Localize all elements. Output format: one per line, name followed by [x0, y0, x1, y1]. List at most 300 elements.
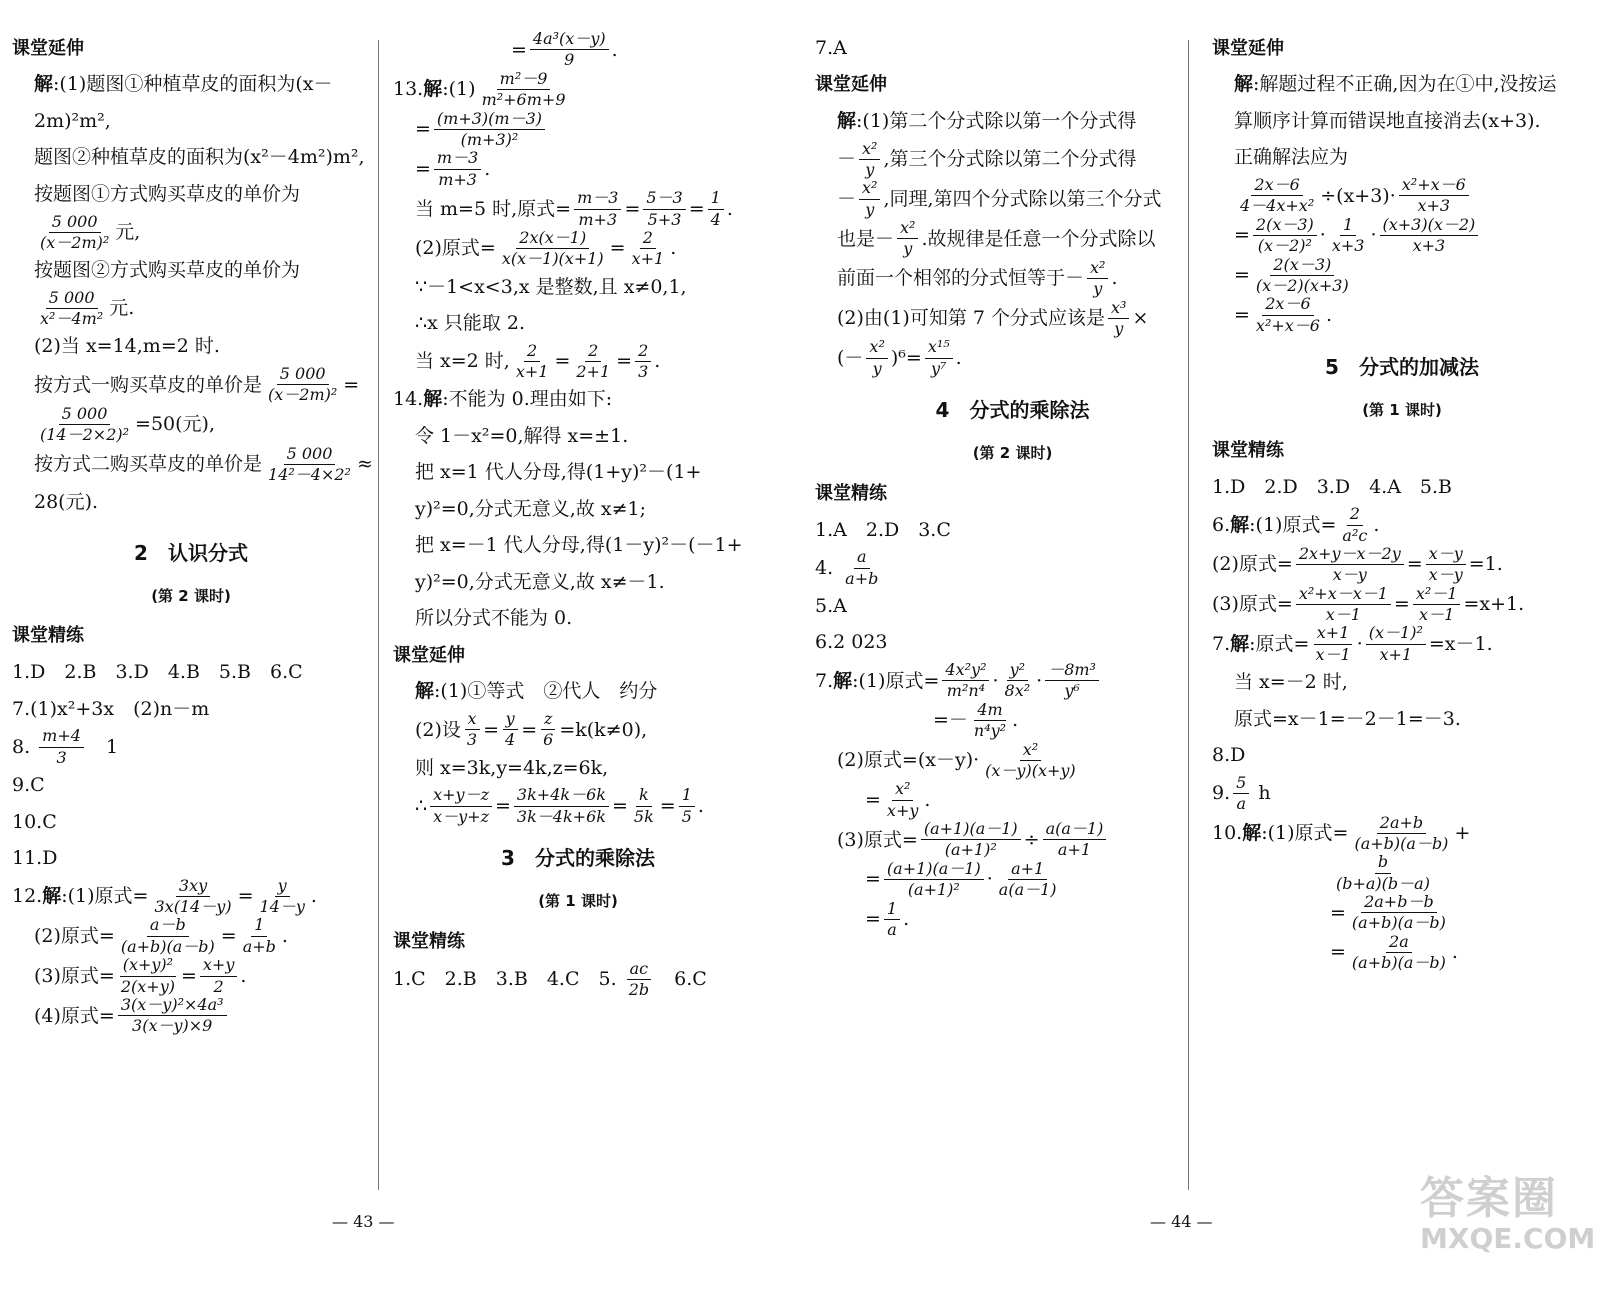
- fraction: [971, 701, 1009, 741]
- text-run: :(1)①等式 ②代人 约分: [434, 680, 658, 703]
- numerator: (x+3)(x－2): [1380, 216, 1479, 236]
- solution-label: 解: [1230, 633, 1250, 656]
- text-run: 13.: [393, 78, 424, 101]
- denominator: x²－4m²: [40, 309, 104, 329]
- text-run: ÷(x+3)·: [1320, 184, 1396, 207]
- solution-label: 解: [423, 78, 443, 101]
- text-line: [12, 252, 370, 289]
- text-line: [12, 443, 373, 485]
- text-run: 按题图①方式购买草皮的单价为: [34, 182, 301, 205]
- text-run: .: [726, 197, 733, 220]
- fraction: [479, 70, 569, 110]
- text-line: [815, 741, 1210, 781]
- fraction: [1366, 624, 1426, 664]
- text-run: (2)当 x=14,m=2 时.: [34, 335, 220, 358]
- numerator: (a+1)(a－1): [921, 820, 1021, 840]
- text-run: .: [281, 925, 288, 948]
- text-run: =: [624, 197, 641, 220]
- numerator: x²+x－x－1: [1296, 585, 1391, 605]
- text-run: 把 x=－1 代人分母,得(1－y)²－(－1+: [415, 534, 743, 557]
- text-line: [1212, 216, 1592, 256]
- fraction: [1253, 216, 1317, 256]
- numerator: 5 000: [277, 365, 329, 385]
- fraction: [1087, 259, 1108, 299]
- text-line: [1212, 585, 1592, 625]
- text-line: [12, 213, 370, 253]
- fraction: [996, 860, 1060, 900]
- numerator: 3k+4k－6k: [514, 786, 609, 806]
- text-run: =: [1234, 224, 1250, 247]
- text-run: =50(元),: [135, 413, 215, 436]
- text-run: +: [1454, 822, 1471, 845]
- numerator: －8m³: [1045, 661, 1099, 681]
- section-heading: [393, 637, 763, 674]
- text-line: [12, 840, 370, 877]
- text-line: [1212, 545, 1592, 585]
- text-run: .: [1373, 513, 1380, 536]
- text-line: [12, 996, 370, 1036]
- numerator: x²+x－6: [1399, 176, 1469, 196]
- denominator: x+3: [1417, 196, 1451, 216]
- text-line: [393, 673, 763, 710]
- denominator: x+1: [631, 249, 665, 269]
- numerator: x²: [1087, 259, 1108, 279]
- denominator: (a+b)(a－b): [1354, 833, 1449, 853]
- section-title: [12, 535, 370, 572]
- fraction: [200, 956, 237, 996]
- text-run: 令 1－x²=0,解得 x=±1.: [415, 424, 629, 447]
- text-run: =: [865, 908, 881, 931]
- numerator: x²: [897, 219, 918, 239]
- fraction: [574, 189, 621, 229]
- section-title: [1212, 349, 1592, 386]
- denominator: 8x²: [1004, 681, 1031, 701]
- fraction: [643, 189, 685, 229]
- text-run: 原式=x－1=－2－1=－3.: [1234, 707, 1461, 730]
- text-run: 1: [86, 735, 119, 758]
- fraction: [434, 149, 481, 189]
- text-line: [12, 956, 370, 996]
- text-run: ·: [986, 868, 993, 891]
- heading-text: 课堂延伸: [393, 644, 465, 666]
- heading-text: 课堂延伸: [815, 74, 887, 96]
- denominator: (a+1)²: [944, 840, 997, 860]
- numerator: 5 000: [46, 289, 98, 309]
- lesson-subtitle: [815, 436, 1210, 473]
- numerator: x+y: [200, 956, 237, 976]
- fraction: [1045, 661, 1099, 701]
- numerator: 2(x－3): [1270, 256, 1334, 276]
- text-run: .: [1012, 709, 1019, 732]
- fraction: [1253, 256, 1352, 296]
- denominator: m²+6m+9: [481, 90, 566, 110]
- text-run: =: [343, 373, 360, 396]
- denominator: 3(x－y)×9: [132, 1016, 213, 1036]
- heading-text: 课堂精练: [12, 625, 84, 647]
- denominator: x－y+z: [433, 806, 489, 826]
- fraction: [514, 786, 609, 826]
- numerator: (m+3)(m－3): [434, 110, 545, 130]
- denominator: x－y: [1428, 565, 1463, 585]
- fraction: [1253, 295, 1323, 335]
- fraction: [118, 956, 178, 996]
- fraction: [1312, 624, 1353, 664]
- text-run: .: [1325, 303, 1333, 326]
- section-heading: [1212, 432, 1592, 469]
- text-line: [393, 189, 763, 229]
- text-run: .: [1451, 941, 1458, 964]
- text-run: 7.: [815, 669, 834, 692]
- numerator: a: [854, 548, 870, 568]
- text-line: [12, 804, 370, 841]
- text-line: [12, 329, 370, 366]
- denominator: m+3: [578, 209, 618, 229]
- fraction: [1237, 176, 1317, 216]
- numerator: 2a+b: [1377, 814, 1426, 834]
- heading-text: 课堂精练: [1212, 439, 1284, 461]
- text-run: :解题过程不正确,因为在①中,没按运: [1253, 73, 1557, 96]
- fraction: [1233, 774, 1249, 814]
- text-run: =: [415, 157, 431, 180]
- denominator: 5+3: [647, 209, 682, 229]
- text-run: =x－1.: [1428, 633, 1493, 656]
- numerator: 1: [1340, 216, 1356, 236]
- text-line: [1212, 140, 1592, 177]
- heading-text: 课堂延伸: [12, 37, 84, 59]
- text-line: [1212, 814, 1592, 854]
- text-line: [815, 140, 1210, 180]
- text-run: 则 x=3k,y=4k,z=6k,: [415, 756, 609, 779]
- heading-text: (第 1 课时): [1362, 401, 1442, 420]
- text-run: .: [654, 350, 661, 373]
- text-run: ·: [1370, 224, 1377, 247]
- heading-text: (第 1 课时): [538, 892, 618, 911]
- text-run: 1.D 2.B 3.D 4.B 5.B 6.C: [12, 661, 303, 684]
- numerator: x－y: [1426, 545, 1466, 565]
- text-line: [393, 960, 763, 1000]
- text-run: .: [955, 346, 962, 369]
- text-run: (2)由(1)可知第 7 个分式应该是: [837, 307, 1105, 330]
- text-line: [12, 484, 370, 521]
- denominator: x－1: [1315, 644, 1351, 664]
- column-divider: [1188, 40, 1189, 1190]
- text-run: －: [837, 187, 857, 210]
- text-run: 4.: [815, 556, 840, 579]
- denominator: a+1: [1057, 840, 1092, 860]
- numerator: 5 000: [284, 445, 336, 465]
- text-run: .: [310, 885, 317, 908]
- text-run: ,同理,第四个分式除以第三个分式: [883, 187, 1162, 210]
- text-run: y)²=0,分式无意义,故 x≠－1.: [415, 570, 665, 593]
- numerator: x¹⁵: [925, 338, 953, 358]
- text-line: [393, 491, 763, 528]
- numerator: 2: [524, 342, 540, 362]
- numerator: y: [503, 710, 518, 730]
- text-run: .: [1111, 267, 1118, 290]
- numerator: x²: [866, 338, 887, 358]
- denominator: x－y: [1332, 565, 1367, 585]
- text-run: 按题图②方式购买草皮的单价为: [34, 259, 301, 282]
- numerator: m+4: [39, 727, 84, 747]
- text-run: =: [1234, 303, 1250, 326]
- numerator: m－3: [574, 189, 621, 209]
- text-line: [815, 30, 1210, 67]
- text-line: [815, 512, 1210, 549]
- text-run: =: [616, 350, 633, 373]
- text-line: [393, 30, 763, 70]
- fraction: [1349, 893, 1449, 933]
- fraction: [540, 710, 556, 750]
- text-run: ·: [1319, 224, 1326, 247]
- fraction: [884, 780, 921, 820]
- heading-text: 5 分式的加减法: [1325, 355, 1479, 380]
- text-line: [815, 780, 1210, 820]
- section-heading: [12, 618, 370, 655]
- fraction: [502, 710, 518, 750]
- text-run: .: [924, 788, 931, 811]
- denominator: n⁴y²: [973, 721, 1007, 741]
- fraction: [708, 189, 724, 229]
- text-line: [1212, 469, 1592, 506]
- numerator: 3xy: [176, 877, 210, 897]
- fraction: [499, 229, 607, 269]
- text-run: 算顺序计算而错误地直接消去(x+3).: [1234, 109, 1541, 132]
- denominator: a+b: [845, 568, 879, 588]
- fraction: [37, 289, 106, 329]
- text-run: =: [495, 794, 511, 817]
- numerator: m－3: [434, 149, 481, 169]
- text-line: [12, 67, 370, 104]
- text-line: [393, 527, 763, 564]
- text-line: [393, 564, 763, 601]
- numerator: x²: [1020, 741, 1041, 761]
- section-heading: [815, 475, 1210, 512]
- text-line: [393, 381, 763, 418]
- numerator: k: [636, 786, 652, 806]
- denominator: x+3: [1331, 236, 1365, 256]
- text-line: [1212, 295, 1592, 335]
- fraction: [631, 786, 657, 826]
- fraction: [1002, 661, 1034, 701]
- denominator: y: [1114, 319, 1124, 339]
- numerator: 2: [640, 229, 656, 249]
- text-run: :原式=: [1249, 633, 1310, 656]
- fraction: [1351, 814, 1451, 854]
- numerator: y²: [1007, 661, 1028, 681]
- fraction: [942, 661, 989, 701]
- text-run: :(1)第二个分式除以第一个分式得: [856, 109, 1137, 132]
- solution-label: 解: [415, 680, 435, 703]
- text-run: 元.: [109, 297, 135, 320]
- numerator: 2: [635, 342, 651, 362]
- text-run: 7.: [1212, 633, 1231, 656]
- text-run: 当 m=5 时,原式=: [415, 197, 572, 220]
- text-run: =: [237, 885, 254, 908]
- fraction: [1296, 585, 1391, 625]
- text-run: 8.D: [1212, 744, 1246, 767]
- fraction: [530, 30, 609, 70]
- denominator: (b+a)(b－a): [1336, 873, 1430, 893]
- text-run: (3)原式=: [837, 828, 918, 851]
- text-run: 正确解法应为: [1234, 146, 1349, 169]
- heading-text: (第 2 课时): [151, 586, 231, 605]
- numerator: 2(x－3): [1253, 216, 1317, 236]
- text-run: (4)原式=: [34, 1004, 115, 1027]
- denominator: a: [887, 920, 897, 940]
- fraction: [1413, 585, 1461, 625]
- text-line: [815, 259, 1210, 299]
- text-run: =: [483, 718, 500, 741]
- text-run: 1.D 2.D 3.D 4.A 5.B: [1212, 475, 1453, 498]
- text-run: 也是－: [837, 227, 895, 250]
- text-run: 元,: [115, 221, 141, 244]
- text-run: 把 x=1 代人分母,得(1+y)²－(1+: [415, 461, 702, 484]
- text-line: [1212, 624, 1592, 664]
- fraction: [859, 140, 880, 180]
- text-run: 7.A: [815, 36, 847, 59]
- text-run: 前面一个相邻的分式恒等于－: [837, 267, 1085, 290]
- denominator: a: [1236, 794, 1246, 814]
- numerator: x²: [859, 140, 880, 160]
- denominator: m²n⁴: [946, 681, 986, 701]
- text-run: 题图②种植草皮的面积为(x²－4m²)m²,: [34, 146, 365, 169]
- text-run: =: [415, 118, 431, 141]
- text-run: .故规律是任意一个分式除以: [921, 227, 1156, 250]
- text-line: [12, 140, 370, 177]
- text-line: [815, 820, 1210, 860]
- fraction: [118, 916, 218, 956]
- numerator: a+1: [1008, 860, 1047, 880]
- section-heading: [815, 67, 1210, 104]
- denominator: y: [872, 358, 882, 378]
- text-run: .: [240, 964, 247, 987]
- text-run: =: [611, 794, 628, 817]
- numerator: (x+y)²: [120, 956, 176, 976]
- text-run: ÷: [1023, 828, 1040, 851]
- text-run: :(1)原式=: [852, 669, 940, 692]
- text-run: 28(元).: [34, 491, 99, 514]
- text-run: 2m)²m²,: [34, 109, 111, 132]
- numerator: 2x－6: [1251, 176, 1302, 196]
- watermark-line-1: 答案圈: [1420, 1173, 1558, 1224]
- column-3: [815, 30, 1210, 939]
- denominator: (a+1)²: [907, 880, 960, 900]
- numerator: 3(x－y)²×4a³: [118, 996, 227, 1016]
- denominator: (a+b)(a－b): [1351, 913, 1446, 933]
- text-line: [815, 661, 1210, 701]
- heading-text: 课堂精练: [815, 482, 887, 504]
- numerator: 2x(x－1): [516, 229, 589, 249]
- text-run: =: [1406, 553, 1423, 576]
- text-run: 6.: [1212, 513, 1231, 536]
- text-line: [1212, 176, 1592, 216]
- text-line: [12, 916, 370, 956]
- numerator: 2: [585, 342, 601, 362]
- fraction: [679, 786, 695, 826]
- section-heading: [1212, 30, 1592, 67]
- text-run: =: [865, 868, 881, 891]
- lesson-subtitle: [12, 578, 370, 615]
- section-heading: [12, 30, 370, 67]
- numerator: a－b: [147, 916, 189, 936]
- text-run: (2)原式=: [34, 925, 115, 948]
- text-run: .: [670, 237, 677, 260]
- fraction: [151, 877, 234, 917]
- numerator: x³: [1108, 299, 1129, 319]
- denominator: y⁷: [931, 358, 947, 378]
- text-run: =x+1.: [1463, 593, 1525, 616]
- text-run: .: [611, 38, 618, 61]
- denominator: (x－2)(x+3): [1255, 275, 1349, 295]
- text-run: :(1)原式=: [1261, 822, 1349, 845]
- text-run: 当 x=－2 时,: [1234, 671, 1348, 694]
- text-run: 6.C: [655, 968, 707, 991]
- numerator: 4x²y²: [942, 661, 989, 681]
- fraction: [842, 548, 881, 588]
- solution-label: 解: [833, 669, 853, 692]
- text-run: (3)原式=: [1212, 593, 1293, 616]
- text-run: :不能为 0.理由如下:: [442, 388, 613, 411]
- text-line: [12, 176, 370, 213]
- column-2: [393, 30, 763, 999]
- denominator: x+y: [886, 800, 919, 820]
- numerator: x: [465, 710, 480, 730]
- denominator: x－1: [1325, 605, 1361, 625]
- solution-label: 解: [423, 388, 443, 411]
- text-run: =: [1234, 264, 1250, 287]
- column-1: [12, 30, 373, 1036]
- fraction: [1296, 545, 1404, 585]
- text-line: [393, 305, 763, 342]
- denominator: 2b: [628, 979, 650, 999]
- fraction: [626, 960, 652, 1000]
- fraction: [982, 741, 1079, 781]
- text-run: 1.A 2.D 3.C: [815, 518, 951, 541]
- fraction: [1043, 820, 1107, 860]
- watermark-logo: [1420, 1162, 1595, 1282]
- text-run: =: [521, 718, 538, 741]
- text-run: ×: [1132, 307, 1149, 330]
- numerator: (a+1)(a－1): [884, 860, 984, 880]
- text-run: (2)原式=: [1212, 553, 1293, 576]
- text-run: 6.2 023: [815, 631, 888, 654]
- numerator: (x－1)²: [1366, 624, 1426, 644]
- fraction: [265, 445, 354, 485]
- text-run: 11.D: [12, 847, 58, 870]
- text-run: .: [484, 157, 491, 180]
- fraction: [866, 338, 887, 378]
- text-run: ·: [992, 669, 999, 692]
- fraction: [37, 213, 112, 253]
- text-line: [393, 454, 763, 491]
- text-run: (2)原式=(x－y)·: [837, 749, 980, 772]
- text-run: ∴: [415, 794, 428, 817]
- denominator: (m+3)²: [460, 129, 519, 149]
- text-line: [12, 103, 370, 140]
- denominator: y⁶: [1064, 681, 1080, 701]
- numerator: a(a－1): [1043, 820, 1107, 840]
- text-run: =: [609, 237, 626, 260]
- text-line: [393, 229, 763, 269]
- denominator: 2+1: [576, 362, 611, 382]
- text-line: [1212, 701, 1592, 738]
- denominator: 5: [681, 806, 692, 826]
- text-run: 5.A: [815, 594, 847, 617]
- text-line: [393, 342, 763, 382]
- section-title: [393, 840, 763, 877]
- numerator: x²: [859, 179, 880, 199]
- text-run: 9.: [1212, 782, 1231, 805]
